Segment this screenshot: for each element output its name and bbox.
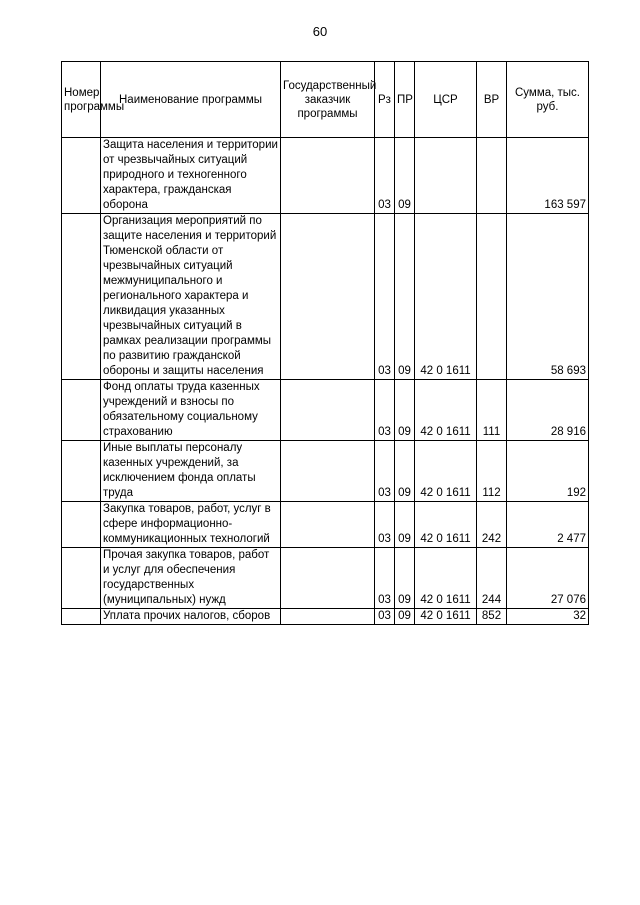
pr-cell: 09: [395, 214, 415, 380]
rz-cell: 03: [375, 138, 395, 214]
sum-cell: 192: [507, 441, 589, 502]
header-vr: ВР: [477, 62, 507, 138]
header-rz: Рз: [375, 62, 395, 138]
sum-cell: 163 597: [507, 138, 589, 214]
program-name-cell: Организация мероприятий по защите населения и территорий Тюменской области от чрезвычайных ситуаций межмуниципального и регионального характера и ликвидация указанных чрезвычайных ситуаций в рамках реализации программы по развитию гражданской обороны и защиты населения: [101, 214, 281, 380]
csr-cell: 42 0 1611: [415, 214, 477, 380]
header-program-number: Номер программы: [62, 62, 101, 138]
program-name-cell: Прочая закупка товаров, работ и услуг для обеспечения государственных (муниципальных) нужд: [101, 548, 281, 609]
sum-cell: 58 693: [507, 214, 589, 380]
header-csr: ЦСР: [415, 62, 477, 138]
rz-cell: 03: [375, 441, 395, 502]
table-row: [62, 609, 589, 625]
table-row: [62, 380, 589, 441]
pr-cell: 09: [395, 441, 415, 502]
rz-cell: 03: [375, 380, 395, 441]
header-row: [62, 62, 589, 138]
vr-cell: 112: [477, 441, 507, 502]
customer-cell: [281, 548, 375, 609]
csr-cell: 42 0 1611: [415, 502, 477, 548]
table-row: [62, 214, 589, 380]
header-state-customer: Государственный заказчик программы: [281, 62, 375, 138]
rz-cell: 03: [375, 214, 395, 380]
vr-cell: 852: [477, 609, 507, 625]
program-number-cell: [62, 548, 101, 609]
program-name-cell: Закупка товаров, работ, услуг в сфере информационно-коммуникационных технологий: [101, 502, 281, 548]
csr-cell: 42 0 1611: [415, 609, 477, 625]
customer-cell: [281, 138, 375, 214]
vr-cell: 111: [477, 380, 507, 441]
header-pr: ПР: [395, 62, 415, 138]
customer-cell: [281, 502, 375, 548]
vr-cell: 244: [477, 548, 507, 609]
program-number-cell: [62, 441, 101, 502]
sum-cell: 32: [507, 609, 589, 625]
csr-cell: [415, 138, 477, 214]
sum-cell: 27 076: [507, 548, 589, 609]
budget-table: [61, 61, 589, 625]
table-row: [62, 548, 589, 609]
vr-cell: 242: [477, 502, 507, 548]
pr-cell: 09: [395, 548, 415, 609]
table-row: [62, 441, 589, 502]
csr-cell: 42 0 1611: [415, 441, 477, 502]
page-number: 60: [312, 24, 328, 39]
table-row: [62, 502, 589, 548]
header-sum: Сумма, тыс. руб.: [507, 62, 589, 138]
pr-cell: 09: [395, 502, 415, 548]
header-program-name: Наименование программы: [101, 62, 281, 138]
rz-cell: 03: [375, 548, 395, 609]
program-name-cell: Иные выплаты персоналу казенных учреждений, за исключением фонда оплаты труда: [101, 441, 281, 502]
rz-cell: 03: [375, 609, 395, 625]
program-number-cell: [62, 214, 101, 380]
sum-cell: 2 477: [507, 502, 589, 548]
program-number-cell: [62, 502, 101, 548]
customer-cell: [281, 441, 375, 502]
table-body: [62, 138, 589, 625]
csr-cell: 42 0 1611: [415, 380, 477, 441]
pr-cell: 09: [395, 138, 415, 214]
pr-cell: 09: [395, 609, 415, 625]
program-number-cell: [62, 609, 101, 625]
customer-cell: [281, 609, 375, 625]
vr-cell: [477, 214, 507, 380]
pr-cell: 09: [395, 380, 415, 441]
program-name-cell: Уплата прочих налогов, сборов: [101, 609, 281, 625]
program-number-cell: [62, 380, 101, 441]
program-name-cell: Фонд оплаты труда казенных учреждений и взносы по обязательному социальному страхованию: [101, 380, 281, 441]
csr-cell: 42 0 1611: [415, 548, 477, 609]
customer-cell: [281, 380, 375, 441]
program-name-cell: Защита населения и территории от чрезвычайных ситуаций природного и техногенного характера, гражданская оборона: [101, 138, 281, 214]
program-number-cell: [62, 138, 101, 214]
rz-cell: 03: [375, 502, 395, 548]
vr-cell: [477, 138, 507, 214]
customer-cell: [281, 214, 375, 380]
table-row: [62, 138, 589, 214]
sum-cell: 28 916: [507, 380, 589, 441]
table-header: [62, 62, 589, 138]
